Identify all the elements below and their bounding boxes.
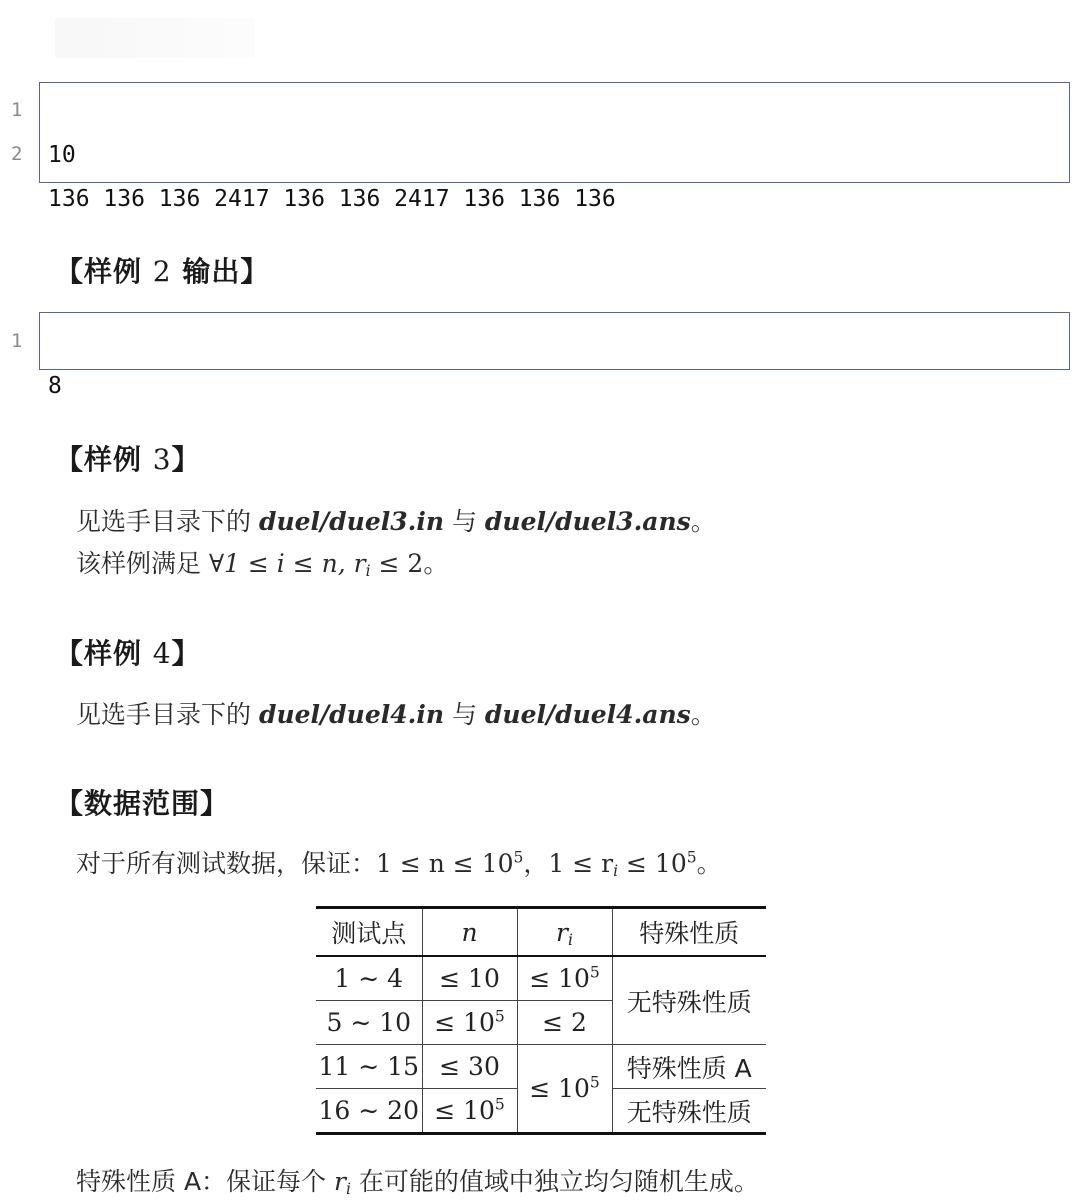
text: 见选手目录下的 bbox=[76, 507, 252, 536]
math-exponent: 5 bbox=[513, 848, 524, 867]
constraint-n bbox=[376, 849, 523, 878]
sample2-output-heading bbox=[55, 250, 269, 290]
heading-suffix: 】 bbox=[171, 443, 201, 476]
special-property-note bbox=[76, 1162, 759, 1198]
code-line-text: 10 bbox=[48, 142, 76, 168]
heading-prefix: 【样例 bbox=[55, 255, 143, 288]
heading-prefix: 【样例 bbox=[55, 637, 143, 670]
cell-n-exp: 5 bbox=[494, 1095, 505, 1114]
math-expression: 1 ≤ n ≤ 10 bbox=[376, 849, 514, 878]
math-expression: 1 ≤ r bbox=[548, 849, 614, 878]
cell-n-exp: 5 bbox=[494, 1007, 505, 1026]
cell-r bbox=[517, 956, 612, 1001]
table-header-row bbox=[316, 908, 766, 957]
text: 见选手目录下的 bbox=[76, 700, 252, 729]
table-row bbox=[316, 956, 766, 1001]
math-subscript: i bbox=[345, 1179, 351, 1198]
text: 。 bbox=[690, 507, 716, 536]
heading-number: 4 bbox=[152, 637, 172, 670]
line-number: 2 bbox=[11, 143, 23, 165]
text: 特殊性质 A：保证每个 bbox=[76, 1167, 327, 1196]
sample3-constraint-line bbox=[76, 544, 448, 580]
header-special: 特殊性质 bbox=[612, 908, 766, 957]
cell-range: 16 ∼ 20 bbox=[318, 1096, 419, 1125]
text: 。 bbox=[696, 849, 722, 878]
math-subscript: i bbox=[613, 861, 619, 880]
cell-n bbox=[422, 1001, 517, 1045]
line-number: 1 bbox=[11, 330, 23, 352]
sample3-files-line bbox=[76, 502, 716, 538]
data-range-heading: 【数据范围】 bbox=[55, 787, 230, 820]
header-testcase: 测试点 bbox=[316, 908, 422, 957]
answer-file-name: duel/duel4.ans bbox=[484, 700, 691, 729]
code-line bbox=[40, 89, 95, 168]
text: 与 bbox=[451, 507, 477, 536]
cell-n bbox=[422, 1045, 517, 1089]
cell-prop: 无特殊性质 bbox=[612, 956, 766, 1045]
math-exponent: 5 bbox=[686, 848, 697, 867]
data-range-intro bbox=[76, 844, 722, 880]
cell-r bbox=[517, 1001, 612, 1045]
heading-suffix: 】 bbox=[171, 637, 201, 670]
header-r-subscript: i bbox=[567, 930, 573, 949]
line-number: 1 bbox=[11, 99, 23, 121]
cell-r bbox=[517, 1045, 612, 1134]
input-file-name: duel/duel3.in bbox=[258, 507, 444, 536]
cell-r-exp: 5 bbox=[589, 1073, 600, 1092]
cell-n-text: ≤ 10 bbox=[439, 964, 500, 993]
sample2-output-code-block[interactable] bbox=[39, 312, 1070, 399]
cell-range: 5 ∼ 10 bbox=[316, 1001, 422, 1045]
data-range-table bbox=[316, 906, 766, 1135]
text: 该样例满足 bbox=[76, 549, 202, 578]
code-line bbox=[40, 320, 95, 399]
cell-range: 1 ∼ 4 bbox=[316, 956, 422, 1001]
answer-file-name: duel/duel3.ans bbox=[484, 507, 691, 536]
text: 。 bbox=[690, 700, 716, 729]
text: ， bbox=[523, 849, 549, 878]
math-expression: ≤ 2 bbox=[370, 549, 424, 578]
code-line-text: 136 136 136 2417 136 136 2417 136 136 136 bbox=[48, 186, 616, 212]
cell-n-text: ≤ 10 bbox=[434, 1096, 495, 1125]
text: 与 bbox=[451, 700, 477, 729]
header-r bbox=[517, 908, 612, 957]
blurred-header bbox=[55, 18, 255, 58]
cell-r-text: ≤ 2 bbox=[542, 1008, 587, 1037]
cell-n-text: ≤ 30 bbox=[439, 1052, 500, 1081]
math-var: r bbox=[334, 1167, 346, 1196]
sample2-input-gutter bbox=[0, 82, 39, 183]
math-expression: ∀1 ≤ i ≤ n, r bbox=[208, 549, 366, 578]
code-line bbox=[40, 133, 616, 212]
cell-n bbox=[422, 1089, 517, 1134]
math-subscript: i bbox=[365, 561, 371, 580]
cell-r-exp: 5 bbox=[589, 963, 600, 982]
sample4-heading bbox=[55, 632, 201, 672]
sample2-output-gutter bbox=[0, 312, 39, 370]
heading-prefix: 【样例 bbox=[55, 443, 143, 476]
cell-r-text: ≤ 10 bbox=[529, 964, 590, 993]
sample3-heading bbox=[55, 438, 201, 478]
code-line-text: 8 bbox=[48, 373, 62, 399]
cell-prop: 无特殊性质 bbox=[612, 1089, 766, 1134]
table-row bbox=[316, 1045, 766, 1089]
constraint-math bbox=[209, 549, 423, 578]
note-variable bbox=[334, 1167, 351, 1196]
heading-suffix: 输出】 bbox=[182, 255, 270, 288]
math-expression: ≤ 10 bbox=[618, 849, 687, 878]
cell-prop: 特殊性质 A bbox=[612, 1045, 766, 1089]
heading-number: 2 bbox=[152, 255, 172, 288]
cell-n-text: ≤ 10 bbox=[434, 1008, 495, 1037]
text: 对于所有测试数据，保证： bbox=[76, 849, 377, 878]
heading-number: 3 bbox=[152, 443, 172, 476]
cell-r-text: ≤ 10 bbox=[529, 1074, 590, 1103]
cell-range: 11 ∼ 15 bbox=[316, 1045, 422, 1089]
header-r-var: r bbox=[556, 917, 568, 947]
sample4-files-line bbox=[76, 695, 716, 731]
sample2-input-code-block[interactable] bbox=[39, 82, 1070, 212]
constraint-r bbox=[548, 849, 696, 878]
header-n: n bbox=[422, 908, 517, 957]
text: 在可能的值域中独立均匀随机生成。 bbox=[358, 1167, 759, 1196]
cell-n bbox=[422, 956, 517, 1001]
input-file-name: duel/duel4.in bbox=[258, 700, 444, 729]
text: 。 bbox=[423, 549, 449, 578]
